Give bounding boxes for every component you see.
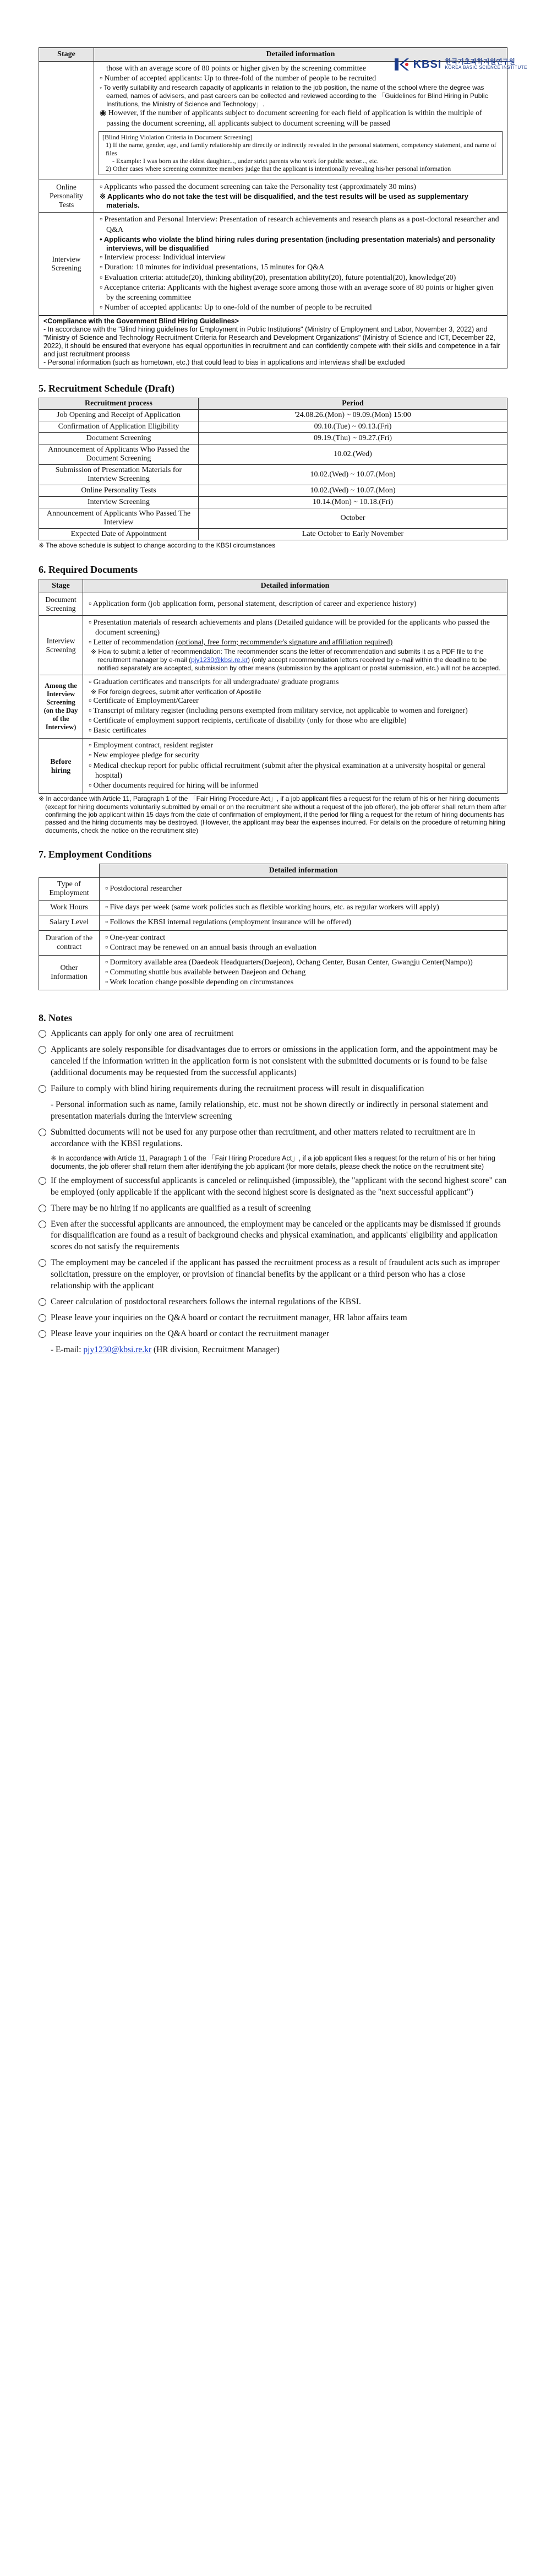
emp-duration-line-1: One-year contract — [110, 933, 166, 942]
emp-hours-line-1: Five days per week (same work policies such as flexible working hours, etc. as regular workers will apply) — [110, 903, 439, 912]
schedule-period: Late October to Early November — [199, 529, 507, 540]
note-text: Submitted documents will not be used for any purpose other than recruitment, and other matters related to recruitment are in accordance with the KBSI regulations. — [51, 1127, 476, 1148]
doc-line-3: To verify suitability and research capacity of applicants in relation to the job position, the name of the school where the degree was earned, names of advisers, and past careers can be collected and reviewed according to the 「Guidelines for Blind Hiring in Public Institutions, the Ministry of Science and Technology」. — [103, 84, 488, 109]
docs-stage-document: Document Screening — [39, 593, 83, 615]
interview-line-6: Acceptance criteria: Applicants with the highest average score among those with an average score of 80 points or higher given by the screening committee — [103, 283, 494, 302]
schedule-header-process: Recruitment process — [39, 398, 199, 410]
emp-other-line-3: Work location change possible depending on circumstances — [110, 978, 294, 987]
note-text: Applicants are solely responsible for disadvantages due to errors or omissions in the application form, and the appointment may be canceled if the information written in the application form is not consistent with the submitted documents or is found to be false (additional documents may be requested from the successful applicants) — [51, 1045, 498, 1078]
circle-bullet-icon — [39, 1298, 46, 1306]
kbsi-logo — [394, 56, 527, 73]
circle-bullet-icon — [39, 1221, 46, 1228]
docs-stage-day-of: Among the Interview Screening (on the Day of the Interview) — [39, 675, 83, 739]
interview-line-3: Interview process: Individual interview — [104, 253, 226, 262]
table-row — [39, 444, 507, 465]
schedule-header-period: Period — [199, 398, 507, 410]
schedule-heading: 5. Recruitment Schedule (Draft) — [39, 383, 174, 394]
schedule-period: 10.14.(Mon) ~ 10.18.(Fri) — [199, 497, 507, 508]
emp-type-line-1: Postdoctoral researcher — [110, 885, 182, 893]
logo-korean: 한국기초과학지원연구원 — [445, 58, 515, 66]
table-row — [39, 485, 507, 497]
interview-line-7: Number of accepted applicants: Up to one-fold of the number of people to be recruited — [104, 303, 372, 312]
box-item-1: 1) If the name, gender, age, and family relationship are directly or indirectly revealed in the personal statement, competency statement, and name of files — [106, 141, 496, 157]
docs-day-line-6: Basic certificates — [93, 726, 146, 735]
list-item — [39, 1083, 507, 1095]
contact-email-link[interactable]: pjy1230@kbsi.re.kr — [83, 1344, 152, 1354]
contact-email-line — [39, 1344, 507, 1356]
table-row — [39, 497, 507, 508]
schedule-note: ※ The above schedule is subject to change according to the KBSI circumstances — [39, 541, 276, 550]
list-item — [39, 1219, 507, 1254]
docs-before-line-3: Medical checkup report for public official recruitment (submit after the physical examination at a university hospital or general hospital) — [93, 761, 485, 780]
docs-day-line-3: Certificate of Employment/Career — [93, 696, 199, 705]
note-text: Please leave your inquiries on the Q&A board or contact the recruitment manager — [51, 1328, 330, 1338]
schedule-period: 09.19.(Thu) ~ 09.27.(Fri) — [199, 433, 507, 444]
header-detail: Detailed information — [94, 48, 507, 62]
page — [0, 47, 546, 1381]
circle-bullet-icon — [39, 1030, 46, 1038]
list-item — [39, 1028, 507, 1040]
circle-bullet-icon — [39, 1085, 46, 1093]
note-text: If the employment of successful applicants is canceled or relinquished (impossible), the "applicant with the second highest score" can be employed (only applicable if the applicant with the second highest score is designated as the "next successful applicant") — [51, 1175, 507, 1197]
compliance-line-2: - Personal information (such as hometown, etc.) that could lead to bias in applications and interviews shall be excluded — [43, 359, 405, 367]
list-item — [39, 1313, 507, 1324]
list-item — [39, 1257, 507, 1292]
logo-english: KOREA BASIC SCIENCE INSTITUTE — [445, 65, 527, 70]
schedule-process: Submission of Presentation Materials for Interview Screening — [39, 465, 199, 485]
emp-salary-line-1: Follows the KBSI internal regulations (employment insurance will be offered) — [110, 918, 352, 927]
circle-bullet-icon — [39, 1314, 46, 1322]
list-item — [39, 1328, 507, 1340]
stage-interview: Interview Screening — [39, 213, 94, 316]
employment-header: Detailed information — [100, 864, 507, 878]
emp-salary-label: Salary Level — [39, 915, 100, 930]
schedule-process: Online Personality Tests — [39, 485, 199, 497]
documents-note: ※ In accordance with Article 11, Paragraph 1 of the 「Fair Hiring Procedure Act」, if a job applicant files a request for the return of his or her hiring documents (except for hiring documents voluntarily submitted by email or on the recruitment site without a request of the job offerer), the job offerer shall return them after confirming the job applicant within 15 days from the date of confirmation of employment, if the period for filing a request for the return of hiring documents has passed and the hiring documents may be destroyed. (However, the applicant may bear the expenses incurred. For details on the procedure of returning hiring documents, check the notice on the recruitment site) — [39, 795, 506, 834]
interview-line-1: Presentation and Personal Interview: Presentation of research achievements and research plans as a post-doctoral researcher and Q&A — [104, 215, 499, 234]
schedule-process: Job Opening and Receipt of Application — [39, 410, 199, 421]
list-item — [39, 1175, 507, 1198]
interview-line-2: Applicants who violate the blind hiring rules during presentation (including presentation materials) and personality interviews, will be disqualified — [103, 235, 495, 253]
box-title: [Blind Hiring Violation Criteria in Document Screening] — [102, 133, 253, 141]
emp-duration-label: Duration of the contract — [39, 930, 100, 955]
circle-bullet-icon — [39, 1129, 46, 1136]
schedule-process: Expected Date of Appointment — [39, 529, 199, 540]
compliance-box — [39, 316, 507, 368]
table-row — [39, 465, 507, 485]
schedule-table — [39, 398, 507, 540]
note-text: Career calculation of postdoctoral researchers follows the internal regulations of the KBSI. — [51, 1297, 361, 1307]
emp-type-label: Type of Employment — [39, 878, 100, 901]
docs-int-line-2a: Letter of recommendation — [93, 638, 174, 647]
compliance-line-1: - In accordance with the "Blind hiring guidelines for Employment in Public Institutions" (Ministry of Employment and Labor, November 3, 2022) and "Ministry of Science and Technology Recruitment Criteria for Research and Development Organizations" (Ministry of Science and ICT, December 22, 2022), it should be ensured that everyone has equal opportunities in recruitment and can confidently compete with their skills and competence in a fair and just recruitment process — [43, 326, 500, 359]
online-line-2: ※ Applicants who do not take the test will be disqualified, and the test results will be used as supplementary materials. — [100, 192, 468, 210]
note-text: Applicants can apply for only one area of recruitment — [51, 1029, 234, 1039]
docs-doc-line-1: Application form (job application form, personal statement, description of career and experience history) — [92, 599, 417, 608]
circle-bullet-icon — [39, 1330, 46, 1338]
compliance-title: <Compliance with the Government Blind Hiring Guidelines> — [43, 317, 239, 326]
emp-other-line-1: Dormitory available area (Daedeok Headquarters(Daejeon), Ochang Center, Busan Center, Gwangju Center(Nampo)) — [110, 958, 473, 967]
schedule-period: '24.08.26.(Mon) ~ 09.09.(Mon) 15:00 — [199, 410, 507, 421]
schedule-process: Announcement of Applicants Who Passed The Interview — [39, 508, 199, 529]
doc-screening-cont-detail: those with an average score of 80 points or higher given by the screening committee ▫ Number of accepted applicants: Up to three-fold of the number of people to be recruited ◦ To verify suitability and research capacity of applicants in relation to the job position, the name of the school where the degree was earned, names of advisers, and past careers can be collected and reviewed according to the 「Guidelines for Blind Hiring in Public Institutions, the Ministry of Science and Technology」. ◉ However, if the number of applicants subject to document screening for each field of application is within the multiple of passing the document screening, all applicants subject to document screening will be passed [Blind Hiring Violation Criteria in Document Screening] 1) If the name, gender, age, and family relationship are directly or indirectly revealed in the personal statement, competency statement, and name of files - Example: I was born as the eldest daughter..., under strict parents who work for public sector..., etc. 2) Other cases where screening committee members judge that the applicant is intentionally revealing his/her personal information — [94, 62, 507, 180]
kbsi-logo-icon — [394, 56, 410, 73]
doc-line-1: those with an average score of 80 points or higher given by the screening committee — [106, 64, 366, 73]
selection-table: Stage Detailed information those with an average score of 80 points or higher given by the screening committee ▫ Number of accepted applicants: Up to three-fold of the number of people to be recruited ◦ To verify suitability and research capacity of applicants in relation to the job position, the name of the school where the degree was earned, names of advisers, and past careers can be collected and reviewed according to the 「Guidelines for Blind Hiring in Public Institutions, the Ministry of Science and Technology」. ◉ However, if the number of applicants subject to document screening for each field of application is within the multiple of passing the document screening, all applicants subject to document screening will be passed [Blind Hiring Violation Criteria in Document Screening] 1) If the name, gender, age, and family relationship are directly or indirectly revealed in the personal statement, competency statement, and name of files - Example: I was born as the eldest daughter..., under strict parents who work for public sector..., etc. 2) Other cases where screening committee members judge that the applicant is intentionally revealing his/her personal information Online Personality Tests ▫ Applicants who passed the document screening can take the Personality test (approximately 30 mins) ※ Applicants who do not take the test will be disqualified, and the test results will be used as supplementary materials. Interview Screening ▫ Presentation and Personal Interview: Presentation of research achievements and research plans as a post-doctoral researcher and Q&A • Applicants who violate the blind hiring rules during presentation (including presentation materials) and personality interviews, will be disqualified ▫ Interview process: Individual interview ▫ Duration: 10 minutes for individual presentations, 15 minutes for Q&A ▫ Evaluation criteria: attitude(20), thinking ability(20), presentation ability(20), future potential(20), knowledge(20) ▫ Acceptance criteria: Applicants with the highest average score among those with an average score of 80 points or higher given by the screening committee ▫ Number of accepted applicants: Up to one-fold of the number of people to be recruited — [39, 47, 507, 316]
doc-line-2: Number of accepted applicants: Up to three-fold of the number of people to be recruited — [104, 74, 376, 83]
note-text: The employment may be canceled if the applicant has passed the recruitment process as a result of fraudulent acts such as improper solicitation, pressure on the employer, or provision of financial benefits by the applicant or a third person who has a close relationship with the applicant — [51, 1258, 500, 1291]
notes-list — [39, 1028, 507, 1355]
docs-int-line-2b: (optional, free form; recommender's signature and affiliation required) — [176, 638, 393, 647]
docs-header-stage: Stage — [39, 579, 83, 593]
stage-doc-screening-cont — [39, 62, 94, 180]
list-item — [39, 1203, 507, 1214]
docs-day-line-4: Transcript of military register (including persons exempted from military service, not applicable to women and foreigner) — [93, 706, 468, 715]
schedule-period: 10.02.(Wed) — [199, 444, 507, 465]
list-item — [39, 1127, 507, 1150]
employment-table: Detailed information Type of Employment ▫ Postdoctoral researcher Work Hours ▫ Five days per week (same work policies such as flexible working hours, etc. as regular workers will apply) Salary Level ▫ Follows the KBSI internal regulations (employment insurance will be offered) Duration of the contract ▫ One-year contract ▫ Contract may be renewed on an annual basis through an evaluation Other Information ▫ Dormitory available area (Daedeok Headquarters(Daejeon), Ochang Center, Busan Center, Gwangju Center(Nampo)) ▫ Commuting shuttle bus available between Daejeon and Ochang ▫ Work location change possible depending on circumstances — [39, 864, 507, 990]
schedule-process: Document Screening — [39, 433, 199, 444]
note-text: Please leave your inquiries on the Q&A board or contact the recruitment manager, HR labor affairs team — [51, 1313, 407, 1322]
docs-int-line-3a: ※ How to submit a letter of recommendation: The recommender scans the letter of recommendation and submits it as a PDF file to the recruitment manager by e-mail ( — [91, 648, 484, 664]
recommendation-email-link[interactable]: pjy1230@kbsi.re.kr — [191, 656, 248, 664]
docs-before-line-2: New employee pledge for security — [93, 751, 200, 760]
table-row — [39, 421, 507, 433]
documents-heading: 6. Required Documents — [39, 563, 138, 575]
schedule-period: October — [199, 508, 507, 529]
circle-bullet-icon — [39, 1259, 46, 1267]
email-suffix: (HR division, Recruitment Manager) — [153, 1344, 280, 1354]
interview-line-5: Evaluation criteria: attitude(20), thinking ability(20), presentation ability(20), future potential(20), knowledge(20) — [104, 273, 456, 282]
table-row — [39, 529, 507, 540]
list-item — [39, 1297, 507, 1308]
box-item-1-example: - Example: I was born as the eldest daughter..., under strict parents who work for public sector..., etc. — [112, 156, 379, 165]
notes-heading: 8. Notes — [39, 1012, 72, 1024]
employment-heading: 7. Employment Conditions — [39, 849, 152, 860]
schedule-period: 09.10.(Tue) ~ 09.13.(Fri) — [199, 421, 507, 433]
note-text: There may be no hiring if no applicants are qualified as a result of screening — [51, 1203, 311, 1213]
schedule-period: 10.02.(Wed) ~ 10.07.(Mon) — [199, 485, 507, 497]
schedule-process: Interview Screening — [39, 497, 199, 508]
schedule-process: Announcement of Applicants Who Passed the Document Screening — [39, 444, 199, 465]
online-line-1: Applicants who passed the document screening can take the Personality test (approximately 30 mins) — [103, 182, 416, 191]
docs-int-line-3b: ) (only accept recommendation letters received by e-mail within the deadline to be notified separately are accepted, submission by other means (submission by the applicant or postal submission, etc.) will not be accepted. — [97, 656, 501, 673]
box-item-2: 2) Other cases where screening committee members judge that the applicant is intentionally revealing his/her personal information — [106, 165, 451, 173]
docs-day-line-2: ※ For foreign degrees, submit after verification of Apostille — [91, 687, 261, 696]
docs-day-line-5: Certificate of employment support recipients, certificate of disability (only for those who are eligible) — [93, 716, 407, 725]
documents-table: Stage Detailed information Document Screening ▫ Application form (job application form, personal statement, description of career and experience history) Interview Screening ▫ Presentation materials of research achievements and plans (Detailed guidance will be provided for the applicants who passed the document screening) ▫ Letter of recommendation (optional, free form; recommender's signature and affiliation required) ※ How to submit a letter of recommendation: The recommender scans the letter of recommendation and submits it as a PDF file to the recruitment manager by e-mail (pjy1230@kbsi.re.kr) (only accept recommendation letters received by e-mail within the deadline to be notified separately are accepted, submission by other means (submission by the applicant or postal submission, etc.) will not be accepted. Among the Interview Screening (on the Day of the Interview) ▫ Graduation certificates and transcripts for all undergraduate/ graduate programs ※ For foreign degrees, submit after verification of Apostille ▫ Certificate of Employment/Career ▫ Transcript of military register (including persons exempted from military service, not applicable to women and foreigner) ▫ Certificate of employment support recipients, certificate of disability (only for those who are eligible) ▫ Basic certificates Before hiring ▫ Employment contract, resident register ▫ New employee pledge for security ▫ Medical checkup report for public official recruitment (submit after the physical examination at a university hospital or general hospital) ▫ Other documents required for hiring will be informed — [39, 579, 507, 794]
circle-bullet-icon — [39, 1046, 46, 1054]
logo-name: KBSI — [413, 58, 442, 70]
stage-online-test: Online Personality Tests — [39, 180, 94, 213]
docs-stage-interview: Interview Screening — [39, 615, 83, 675]
note-text: Failure to comply with blind hiring requirements during the recruitment process will result in disqualification — [51, 1084, 424, 1094]
note-text: Even after the successful applicants are announced, the employment may be canceled or the applicants may be dismissed if grounds for disqualification are found as a result of background checks and physical examination, and applicants' eligibility and application scores do not satisfy the requirements — [51, 1219, 501, 1252]
docs-day-line-1: Graduation certificates and transcripts for all undergraduate/ graduate programs — [93, 678, 339, 687]
docs-header-detail: Detailed information — [83, 579, 507, 593]
emp-other-label: Other Information — [39, 955, 100, 990]
circle-bullet-icon — [39, 1205, 46, 1212]
interview-line-4: Duration: 10 minutes for individual presentations, 15 minutes for Q&A — [104, 263, 325, 272]
blind-violation-box — [99, 131, 503, 175]
schedule-period: 10.02.(Wed) ~ 10.07.(Mon) — [199, 465, 507, 485]
note-sub-text: - Personal information such as name, family relationship, etc. must not be shown directly or indirectly in personal statement and presentation materials during the interview screening — [51, 1100, 488, 1121]
header-stage: Stage — [39, 48, 94, 62]
docs-int-line-1: Presentation materials of research achievements and plans (Detailed guidance will be provided for the applicants who passed the document screening) — [93, 618, 490, 637]
schedule-process: Confirmation of Application Eligibility — [39, 421, 199, 433]
table-row — [39, 508, 507, 529]
email-label: - E-mail: — [51, 1344, 81, 1354]
docs-before-line-4: Other documents required for hiring will be informed — [93, 782, 259, 790]
note-sub-text: ※ In accordance with Article 11, Paragraph 1 of the 「Fair Hiring Procedure Act」, if a job applicant files a request for the return of his or her hiring documents, the job offerer shall return them after identifying the job applicant (for more details, please check the notice on the recruitment site) — [51, 1154, 495, 1170]
emp-duration-line-2: Contract may be renewed on an annual basis through an evaluation — [110, 943, 317, 952]
table-row — [39, 410, 507, 421]
circle-bullet-icon — [39, 1177, 46, 1185]
table-row — [39, 433, 507, 444]
list-item — [39, 1044, 507, 1079]
doc-line-4: However, if the number of applicants subject to document screening for each field of application is within the multiple of passing the document screening, all applicants subject to document screening will be passed — [106, 109, 482, 128]
emp-hours-label: Work Hours — [39, 901, 100, 915]
docs-stage-before-hiring: Before hiring — [39, 739, 83, 794]
docs-before-line-1: Employment contract, resident register — [93, 741, 214, 750]
emp-other-line-2: Commuting shuttle bus available between Daejeon and Ochang — [110, 968, 306, 977]
